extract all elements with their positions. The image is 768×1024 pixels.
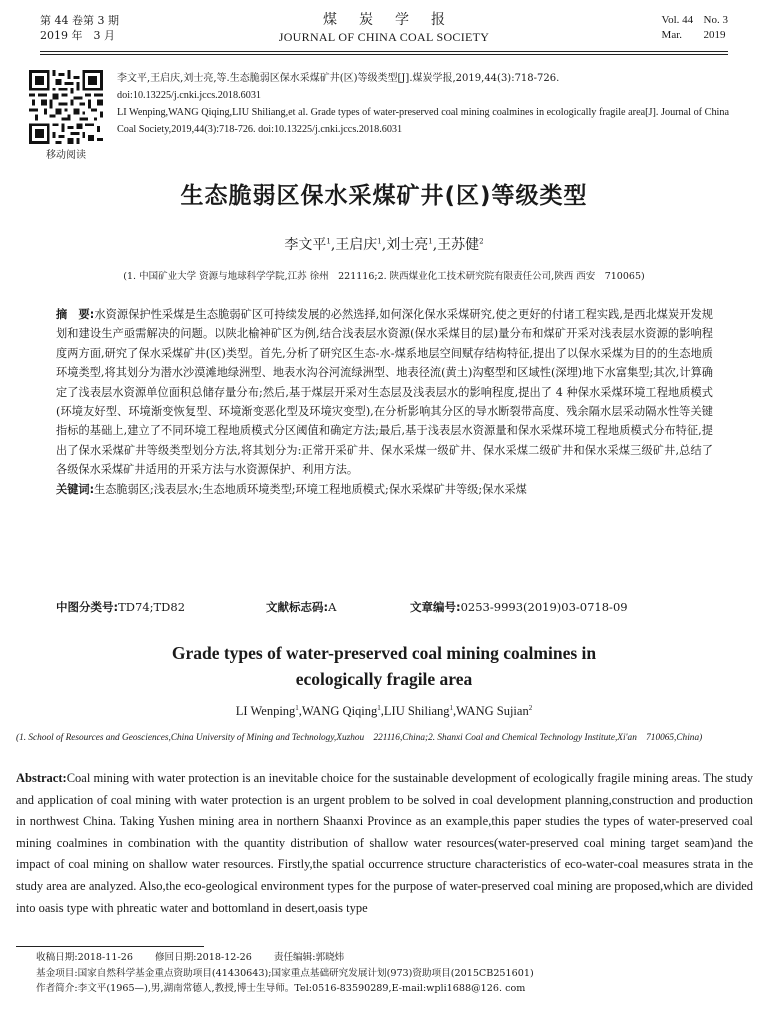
author-name-en: LI Wenping bbox=[235, 704, 296, 719]
abstract-cn-paragraph bbox=[56, 305, 713, 480]
author-affil-mark: 1 bbox=[428, 237, 433, 246]
document-code bbox=[266, 599, 336, 615]
clc-value: TD74;TD82 bbox=[118, 600, 186, 614]
abstract-cn bbox=[56, 305, 713, 499]
affiliation-cn: (1. 中国矿业大学 资源与地球科学学院,江苏 徐州 221116;2. 陕西煤业化工技术研究院有限责任公司,陕西 西安 710065) bbox=[123, 271, 645, 282]
fund-label: 基金项目: bbox=[36, 967, 78, 979]
author-bio-label: 作者简介: bbox=[36, 983, 78, 994]
affiliation-en: (1. School of Resources and Geosciences,China University of Mining and Technology,Xuzhou 221116,China;2. Shanxi Coal and Chemical Technology Institute,Xi'an 710065,China) bbox=[16, 733, 703, 743]
month-en: Mar. bbox=[661, 29, 683, 41]
author-affil-mark: 1 bbox=[377, 237, 382, 246]
author-list-en: LI Wenping$^1$,WANG Qiqing$^1$,LIU Shiliang$^1$,WANG Sujian$^2$ bbox=[235, 704, 533, 719]
article-number-label: 文章编号: bbox=[410, 600, 461, 614]
author-affil-mark: 2 bbox=[528, 704, 533, 712]
editor-label: 责任编辑: bbox=[273, 952, 316, 963]
author-affil-mark: 1 bbox=[326, 237, 331, 246]
paper-title-en-line-2: ecologically fragile area bbox=[295, 669, 473, 689]
author-bio-text: 李文平(1965—),男,湖南常德人,教授,博士生导师。Tel:0516-83590289,E-mail:wpli1688@126. com bbox=[77, 983, 526, 994]
revised-label: 修回日期: bbox=[154, 952, 197, 963]
keywords-cn-text: 生态脆弱区;浅表层水;生态地质环境类型;环境工程地质模式;保水采煤矿井等级;保水采煤 bbox=[94, 482, 527, 496]
footnote-dates bbox=[36, 950, 756, 966]
document-code-value: A bbox=[328, 600, 337, 614]
paper-title-cn: 生态脆弱区保水采煤矿井(区)等级类型 bbox=[180, 183, 588, 209]
revised-date: 2018-12-26 bbox=[196, 952, 252, 963]
author-list-cn: 李文平$^1$,王启庆$^1$,刘士亮$^1$,王苏健$^2$ bbox=[284, 237, 484, 253]
abstract-en bbox=[16, 768, 753, 919]
editor-name: 郭晓炜 bbox=[315, 952, 345, 963]
footnote-rule bbox=[16, 946, 204, 947]
paper-title-en bbox=[0, 640, 768, 692]
abstract-cn-text: 水资源保护性采煤是生态脆弱矿区可持续发展的必然选择,如何深化保水采煤研究,使之更好的付诸工程实践,是西北煤炭开发规划和建设生产亟需解决的问题。以陕北榆神矿区为例,结合浅表层水资源(保水采煤目的层)量分布和煤矿开采对浅表层水资源的影响程度两方面,研究了保水采煤矿井(区)类型。首先,分析了研究区生态-水-煤系地层空间赋存结构特征,提出了以保水采煤为目的的生态地质环境类型,将其划分为潜水沙漠滩地绿洲型、地表水沟谷河流绿洲型、地表径流(黄土)沟壑型和区域性(深埋)地下水富集型;其次,计算确定了浅表层水资源单位面积总储存量分布;然后,基于煤层开采对生态层及浅表层水的影响程度,提出了 4 种保水采煤环境工程地质模式(环境友好型、环境渐变恢复型、环境渐变恶化型及环境灾变型),在分析影响其分区的导水断裂带高度、残余隔水层采动隔水性等关键指标的基础上,建立了不同环境工程地质模式分区阈值和确定方法;最后,基于浅表层水资源量和保水采煤环境工程地质模式分布特征,提出了保水采煤矿井等级类型划分方法,将其划分为:正常开采矿井、保水采煤一级矿井、保水采煤二级矿井和保水采煤三级矿井,总结了各级保水采煤矿井适用的开采方法与水资源保护、利用方法。 bbox=[56, 308, 713, 477]
issue-date: 2019 年 3 月 bbox=[40, 29, 115, 42]
keywords-cn bbox=[56, 480, 713, 499]
author-affil-mark: 2 bbox=[479, 237, 484, 246]
header-rule-thin bbox=[40, 54, 728, 55]
author-affil-mark: 1 bbox=[449, 704, 454, 712]
running-header-right bbox=[662, 13, 728, 43]
number-en: No. 3 bbox=[703, 14, 728, 26]
author-name: 李文平 bbox=[284, 237, 327, 253]
fund-text: 国家自然科学基金重点资助项目(41430643);国家重点基础研究发展计划(973)资助项目(2015CB251601) bbox=[77, 967, 534, 979]
received-date: 2018-11-26 bbox=[77, 952, 133, 963]
article-number-value: 0253-9993(2019)03-0718-09 bbox=[460, 600, 628, 614]
received-label: 收稿日期: bbox=[36, 952, 78, 963]
document-code-label: 文献标志码: bbox=[266, 600, 329, 614]
volume-en: Vol. 44 bbox=[661, 14, 694, 26]
footnote-fund bbox=[36, 966, 756, 982]
citation-doi[interactable]: doi:10.13225/j.cnki.jccs.2018.6031 bbox=[117, 90, 262, 101]
header-rule bbox=[40, 51, 728, 52]
qr-code-icon[interactable] bbox=[29, 70, 103, 144]
running-header-center bbox=[0, 11, 768, 45]
footnote-author bbox=[36, 981, 756, 997]
footnotes bbox=[36, 950, 756, 997]
author-affil-mark: 1 bbox=[295, 704, 299, 712]
citation-cn: 李文平,王启庆,刘士亮,等.生态脆弱区保水采煤矿井(区)等级类型[J].煤炭学报,2019,44(3):718-726. bbox=[117, 73, 560, 84]
author-name-en: WANG Qiqing bbox=[301, 704, 378, 719]
author-name: 刘士亮 bbox=[386, 237, 429, 253]
citation-block bbox=[117, 70, 729, 138]
article-number bbox=[410, 599, 628, 615]
clc-label: 中图分类号: bbox=[56, 600, 119, 614]
paper-title-en-line-1: Grade types of water-preserved coal mining coalmines in bbox=[171, 643, 597, 663]
qr-caption: 移动阅读 bbox=[46, 150, 86, 161]
citation-en: LI Wenping,WANG Qiqing,LIU Shiliang,et al. Grade types of water-preserved coal mining coalmines in ecologically fragile area[J]. Journal of China Coal Society,2019,44(3):718-726. doi:10.13225/j.cnki.jccs.2018.6031 bbox=[117, 107, 729, 135]
clc-number bbox=[56, 599, 185, 615]
journal-name-cn: 煤炭学报 bbox=[323, 12, 467, 28]
author-name: 王启庆 bbox=[335, 237, 378, 253]
author-affil-mark: 1 bbox=[377, 704, 381, 712]
abstract-cn-label: 摘 要: bbox=[56, 308, 95, 321]
abstract-en-text: Coal mining with water protection is an inevitable choice for the sustainable development of ecologically fragile mining areas. The study and application of coal mining with water protection is an urgent problem to be solved in coal development planning,construction and production in northwest China. Taking Yushen mining area in northern Shaanxi Province as an example,this paper studies the types of water-preserved coal mining coalmines in combination with the quantity distribution of shallow water resources(water-preserved coal mining target seam)and the impact of coal mining on shallow water resources. Firstly,the spatial occurrence structure characteristics of eco-water-coal measures strata in the study area are analyzed. Also,the eco-geological environment types for the purpose of water-preserved coal mining are proposed,which are divided into oasis type with phreatic water and bottomland in desert,oasis type bbox=[16, 771, 753, 915]
keywords-cn-label: 关键词: bbox=[56, 482, 95, 496]
abstract-en-label: Abstract: bbox=[16, 771, 67, 785]
author-name-en: WANG Sujian bbox=[456, 704, 529, 719]
volume-issue: 第 44 卷第 3 期 bbox=[40, 14, 119, 27]
journal-name-en: JOURNAL OF CHINA COAL SOCIETY bbox=[278, 30, 490, 44]
author-name-en: LIU Shiliang bbox=[383, 704, 450, 719]
year-en: 2019 bbox=[703, 29, 726, 41]
author-name: 王苏健 bbox=[437, 237, 480, 253]
